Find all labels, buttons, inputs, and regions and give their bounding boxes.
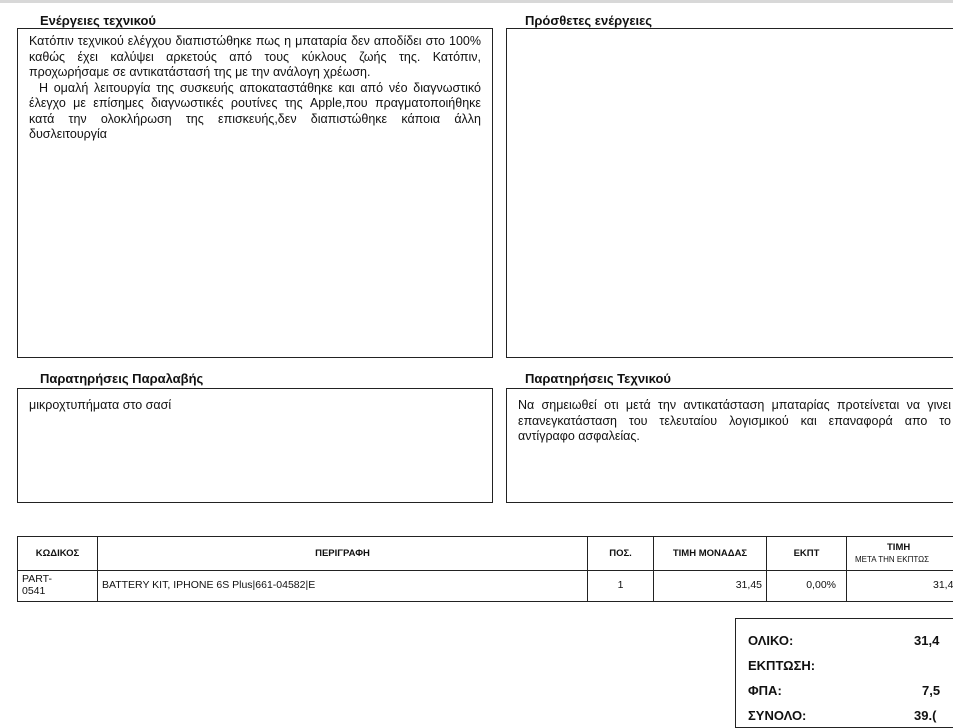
cell-description: BATTERY KIT, IPHONE 6S Plus|661-04582|E <box>98 571 588 602</box>
header-unit-price: ΤΙΜΗ ΜΟΝΑΔΑΣ <box>654 537 767 571</box>
table-row <box>18 571 953 602</box>
technician-notes-title: Παρατηρήσεις Τεχνικού <box>525 371 671 386</box>
additional-actions-text <box>507 29 953 34</box>
technician-actions-paragraph-2: Η ομαλή λειτουργία της συσκευής αποκαταστάθηκε και από νέο διαγνωστικό έλεγχο με επίσημες διαγνωστικές ρουτίνες της Apple,που πραγματοποιήθηκε κατά την ολοκλήρωση της επισκευής,δεν διαπιστώθηκε κάποια άλλη δυσλειτουργία <box>29 81 481 143</box>
totals-box <box>735 618 953 728</box>
vat-label: ΦΠΑ: <box>748 683 782 698</box>
header-code: ΚΩΔΙΚΟΣ <box>18 537 98 571</box>
items-table <box>17 536 953 602</box>
total-label: ΣΥΝΟΛΟ: <box>748 708 806 723</box>
header-final-price: ΤΙΜΗ ΜΕΤΑ ΤΗΝ ΕΚΠΤΩΣ <box>847 537 953 571</box>
technician-notes-box <box>506 388 953 503</box>
receipt-notes-text: μικροχτυπήματα στο σασί <box>18 389 492 414</box>
receipt-notes-title: Παρατηρήσεις Παραλαβής <box>40 371 203 386</box>
technician-notes-text: Να σημειωθεί οτι μετά την αντικατάσταση μπαταρίας προτείνεται να γινει επανεγκατάσταση του τελευταίου λογισμικού και επαναφορά απο το αντίγραφο ασφαλείας. <box>507 389 953 445</box>
receipt-notes-box <box>17 388 493 503</box>
top-divider <box>0 0 953 3</box>
items-table-header-row <box>18 537 953 571</box>
vat-value: 7,5 <box>922 683 940 698</box>
cell-final-price: 31,4 <box>847 571 953 602</box>
technician-actions-paragraph-1: Κατόπιν τεχνικού ελέγχου διαπιστώθηκε πως η μπαταρία δεν αποδίδει στο 100% καθώς έχει καλύψει αρκετούς από τους κύκλους ζωής της. Κατόπιν, προχωρήσαμε σε αντικατάστασή της με την ανάλογη χρέωση. <box>29 34 481 81</box>
cell-discount: 0,00% <box>767 571 847 602</box>
subtotal-label: ΟΛΙΚΟ: <box>748 633 793 648</box>
cell-code: PART- 0541 <box>18 571 98 602</box>
subtotal-value: 31,4 <box>914 633 939 648</box>
cell-unit-price: 31,45 <box>654 571 767 602</box>
header-qty: ΠΟΣ. <box>588 537 654 571</box>
technician-actions-text <box>18 29 492 143</box>
header-description: ΠΕΡΙΓΡΑΦΗ <box>98 537 588 571</box>
cell-qty: 1 <box>588 571 654 602</box>
additional-actions-title: Πρόσθετες ενέργειες <box>525 13 652 28</box>
total-value: 39.( <box>914 708 936 723</box>
discount-label: ΕΚΠΤΩΣΗ: <box>748 658 815 673</box>
header-discount: ΕΚΠΤ <box>767 537 847 571</box>
technician-actions-title: Ενέργειες τεχνικού <box>40 13 156 28</box>
additional-actions-box <box>506 28 953 358</box>
technician-actions-box <box>17 28 493 358</box>
